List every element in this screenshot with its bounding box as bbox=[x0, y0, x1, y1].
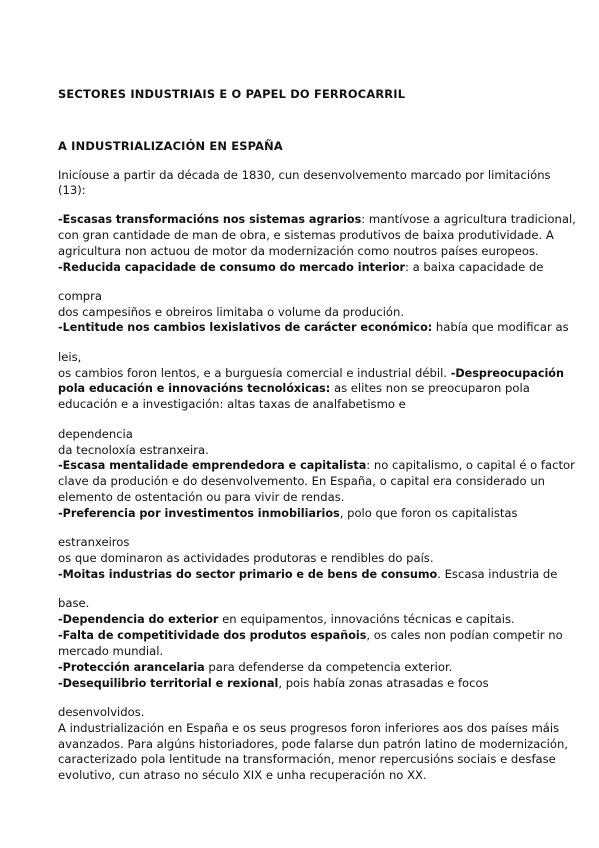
text-line: mercado mundial. bbox=[58, 644, 164, 658]
text-line: clave da produción e do desenvolvemento. En España, o capital era considerado un bbox=[58, 474, 546, 488]
item-term: -Escasa mentalidade emprendedora e capitalista bbox=[58, 459, 367, 472]
list-item bbox=[58, 628, 563, 643]
conclusion-line: avanzados. Para algúns historiadores, pode falarse dun patrón latino de modernización, bbox=[58, 737, 569, 751]
item-term: pola educación e innovacións tecnolóxicas: bbox=[58, 382, 331, 395]
item-term: -Dependencia do exterior bbox=[58, 613, 219, 626]
item-text: , pois había zonas atrasadas e focos bbox=[278, 676, 489, 690]
list-item bbox=[58, 366, 564, 381]
conclusion-line: evolutivo, cun atraso no século XIX e unha recuperación no XX. bbox=[58, 768, 427, 782]
conclusion-line: A industrialización en España e os seus progresos foron inferiores aos dos países máis bbox=[58, 721, 560, 735]
text-line: base. bbox=[58, 596, 90, 610]
item-text: : no capitalismo, o capital é o factor bbox=[366, 458, 575, 472]
intro-line-2: (13): bbox=[58, 183, 86, 197]
list-item bbox=[58, 506, 518, 521]
item-term: -Falta de competitividade dos produtos españois bbox=[58, 629, 367, 642]
text-line: leis, bbox=[58, 350, 82, 364]
item-term: -Desequilibrio territorial e rexional bbox=[58, 677, 279, 690]
list-item bbox=[58, 320, 569, 335]
item-text: as elites non se preocuparon pola bbox=[330, 381, 530, 395]
list-item bbox=[58, 212, 576, 227]
intro-line-1: Inicíouse a partir da década de 1830, cun desenvolvemento marcado por limitacións bbox=[58, 168, 551, 182]
text-line: os que dominaron as actividades produtoras e rendibles do país. bbox=[58, 551, 434, 565]
text-line: con gran cantidade de man de obra, e sistemas produtivos de baixa produtividade. A bbox=[58, 228, 554, 242]
item-text: para defenderse da competencia exterior. bbox=[204, 660, 453, 674]
text-line: dos campesiños e obreiros limitaba o volume da produción. bbox=[58, 305, 405, 319]
document-title: SECTORES INDUSTRIAIS E O PAPEL DO FERROCARRIL bbox=[58, 87, 406, 101]
item-text: había que modificar as bbox=[432, 320, 569, 334]
list-item bbox=[58, 458, 575, 473]
item-term: -Escasas transformacións nos sistemas agrarios bbox=[58, 213, 362, 226]
item-text: , os cales non podían competir no bbox=[366, 628, 563, 642]
text-line: dependencia bbox=[58, 427, 133, 441]
list-item bbox=[58, 676, 489, 691]
section-heading: A INDUSTRIALIZACIÓN EN ESPAÑA bbox=[58, 139, 283, 153]
text-line: estranxeiros bbox=[58, 535, 130, 549]
text-line: agricultura non actuou de motor da modernización como noutros países europeos. bbox=[58, 244, 539, 258]
list-item bbox=[58, 567, 557, 582]
item-term: -Moitas industrias do sector primario e de bens de consumo bbox=[58, 568, 438, 581]
item-text: , polo que foron os capitalistas bbox=[339, 506, 518, 520]
item-term: -Protección arancelaria bbox=[58, 661, 205, 674]
text-line: compra bbox=[58, 289, 102, 303]
item-term: -Despreocupación bbox=[450, 367, 564, 380]
text-line: educación e a investigación: altas taxas de analfabetismo e bbox=[58, 397, 406, 411]
list-item bbox=[58, 660, 452, 675]
item-text: . Escasa industria de bbox=[437, 567, 558, 581]
conclusion-line: caracterizado pola lentitude na transformación, menor repercusións sociais e desfase bbox=[58, 752, 556, 766]
item-text: : mantívose a agricultura tradicional, bbox=[361, 212, 576, 226]
list-item bbox=[58, 381, 530, 396]
item-text: : a baixa capacidade de bbox=[405, 260, 544, 274]
item-text: os cambios foron lentos, e a burguesía comercial e industrial débil. bbox=[58, 366, 451, 380]
item-term: -Reducida capacidade de consumo do mercado interior bbox=[58, 261, 406, 274]
text-line: desenvolvidos. bbox=[58, 705, 145, 719]
list-item bbox=[58, 260, 543, 275]
text-line: elemento de ostentación ou para vivir de rendas. bbox=[58, 490, 345, 504]
text-line: da tecnoloxía estranxeira. bbox=[58, 443, 209, 457]
item-term: -Preferencia por investimentos inmobiliarios bbox=[58, 507, 340, 520]
item-text: en equipamentos, innovacións técnicas e capitais. bbox=[218, 612, 515, 626]
list-item bbox=[58, 612, 515, 627]
item-term: -Lentitude nos cambios lexislativos de carácter económico: bbox=[58, 321, 433, 334]
